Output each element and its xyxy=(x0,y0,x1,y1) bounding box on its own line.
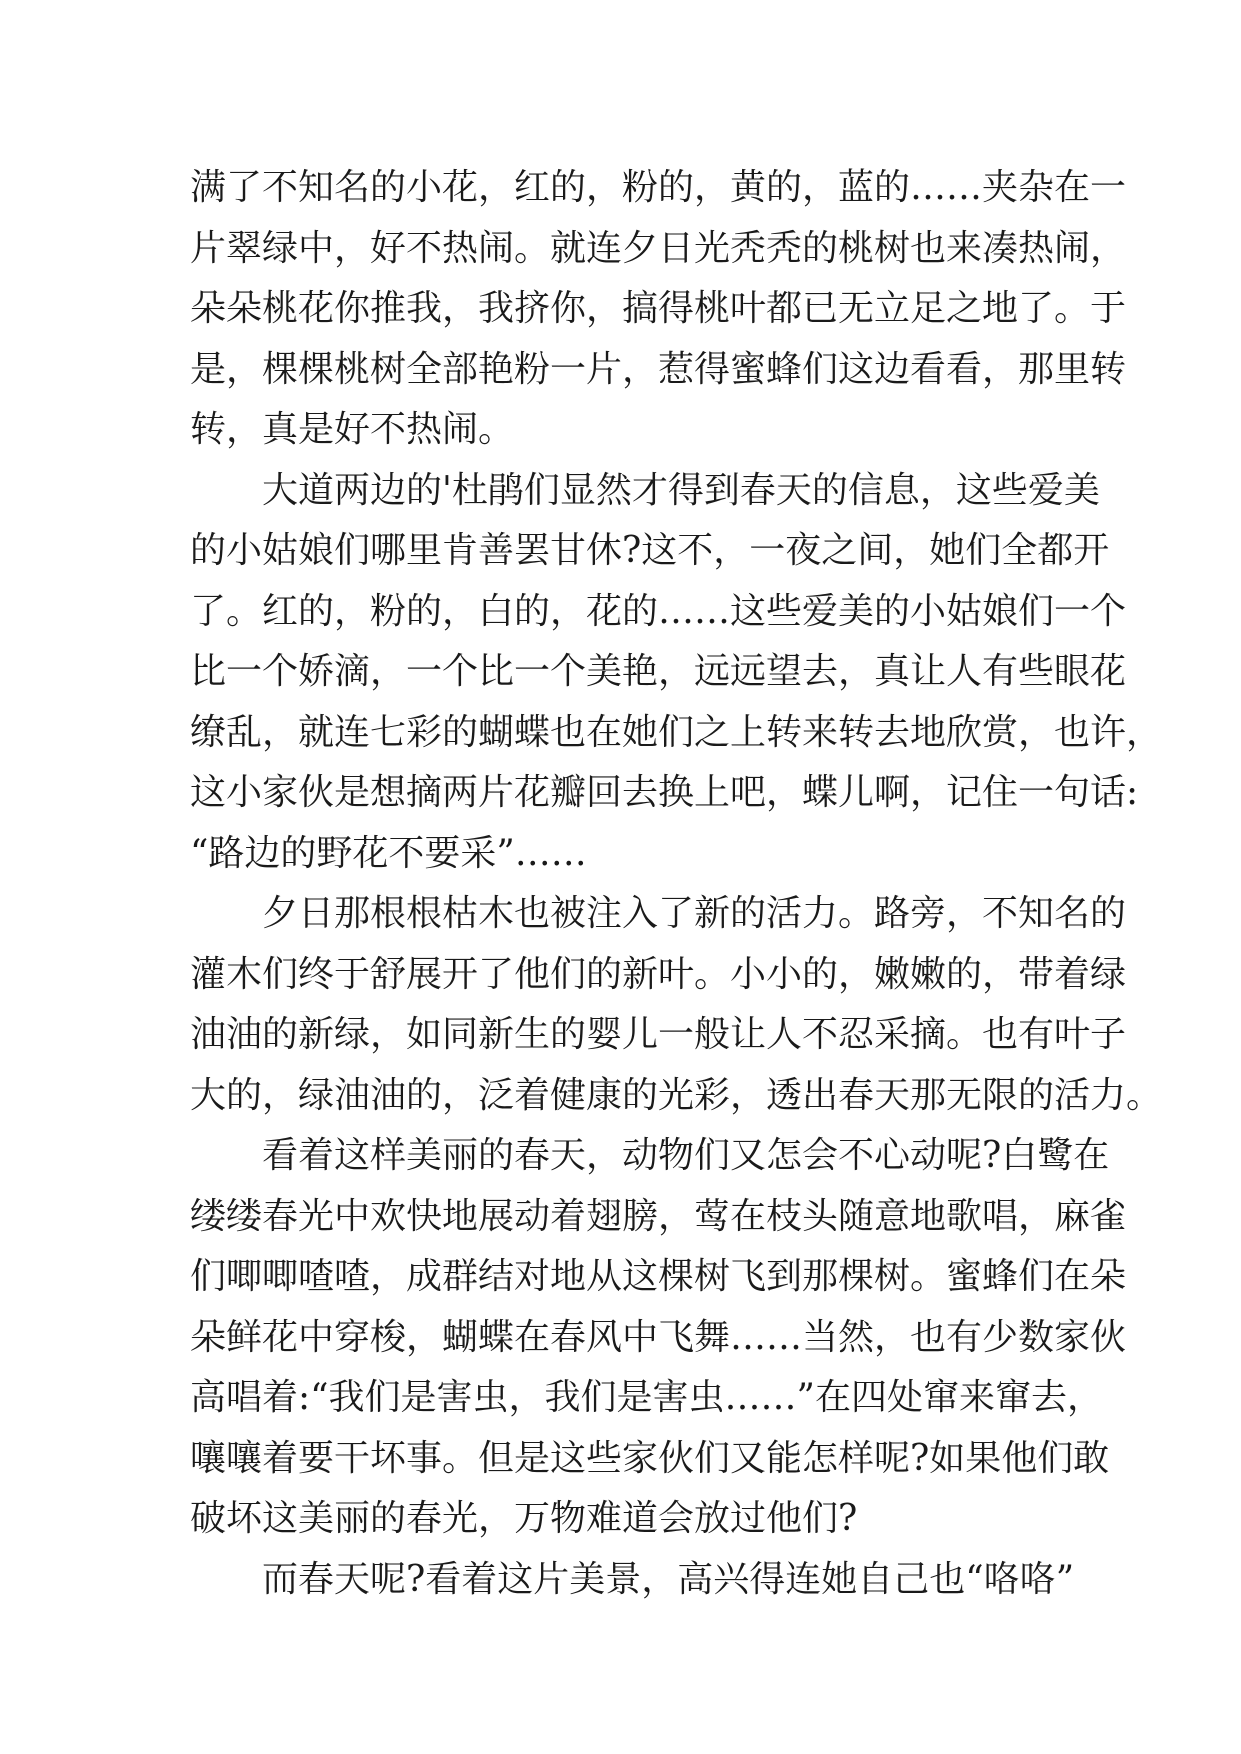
text-line: 朵朵桃花你推我，我挤你，搞得桃叶都已无立足之地了。于 xyxy=(190,288,1127,329)
text-line: 片翠绿中，好不热闹。就连夕日光秃秃的桃树也来凑热闹， xyxy=(190,227,1127,269)
text-line: 灌木们终于舒展开了他们的新叶。小小的，嫩嫩的，带着绿 xyxy=(190,953,1127,995)
paragraph-first-line: 而春天呢?看着这片美景，高兴得连她自己也“咯咯” xyxy=(262,1558,1075,1600)
text-line: 比一个娇滴，一个比一个美艳，远远望去，真让人有些眼花 xyxy=(190,651,1127,692)
text-line: 大的，绿油油的，泛着健康的光彩，透出春天那无限的活力。 xyxy=(190,1074,1163,1116)
text-line: 了。红的，粉的，白的，花的……这些爱美的小姑娘们一个 xyxy=(190,590,1127,632)
text-line: 高唱着:“我们是害虫，我们是害虫……”在四处窜来窜去， xyxy=(190,1377,1103,1418)
essay-body xyxy=(190,158,1163,1610)
text-line: 朵鲜花中穿梭，蝴蝶在春风中飞舞……当然，也有少数家伙 xyxy=(190,1316,1127,1358)
text-line: 转，真是好不热闹。 xyxy=(190,409,515,450)
text-line: 的小姑娘们哪里肯善罢甘休?这不，一夜之间，她们全都开 xyxy=(190,530,1110,571)
text-line: 破坏这美丽的春光，万物难道会放过他们? xyxy=(190,1498,858,1539)
text-line: “路边的野花不要采”…… xyxy=(190,832,587,874)
text-line: 油油的新绿，如同新生的婴儿一般让人不忍采摘。也有叶子 xyxy=(190,1014,1127,1055)
text-line: 们唧唧喳喳，成群结对地从这棵树飞到那棵树。蜜蜂们在朵 xyxy=(190,1256,1127,1297)
paragraph-first-line: 大道两边的'杜鹃们显然才得到春天的信息，这些爱美 xyxy=(262,469,1100,511)
paragraph-first-line: 夕日那根根枯木也被注入了新的活力。路旁，不知名的 xyxy=(262,893,1127,934)
paragraph-first-line: 看着这样美丽的春天，动物们又怎会不心动呢?白鹭在 xyxy=(262,1135,1110,1176)
text-line: 这小家伙是想摘两片花瓣回去换上吧，蝶儿啊，记住一句话: xyxy=(190,772,1139,813)
text-line: 缕缕春光中欢快地展动着翅膀，莺在枝头随意地歌唱，麻雀 xyxy=(190,1195,1127,1237)
text-line: 满了不知名的小花，红的，粉的，黄的，蓝的……夹杂在一 xyxy=(190,167,1127,208)
text-line: 缭乱，就连七彩的蝴蝶也在她们之上转来转去地欣赏，也许， xyxy=(190,711,1163,753)
text-line: 嚷嚷着要干坏事。但是这些家伙们又能怎样呢?如果他们敢 xyxy=(190,1437,1110,1479)
text-line: 是，棵棵桃树全部艳粉一片，惹得蜜蜂们这边看看，那里转 xyxy=(190,348,1127,390)
